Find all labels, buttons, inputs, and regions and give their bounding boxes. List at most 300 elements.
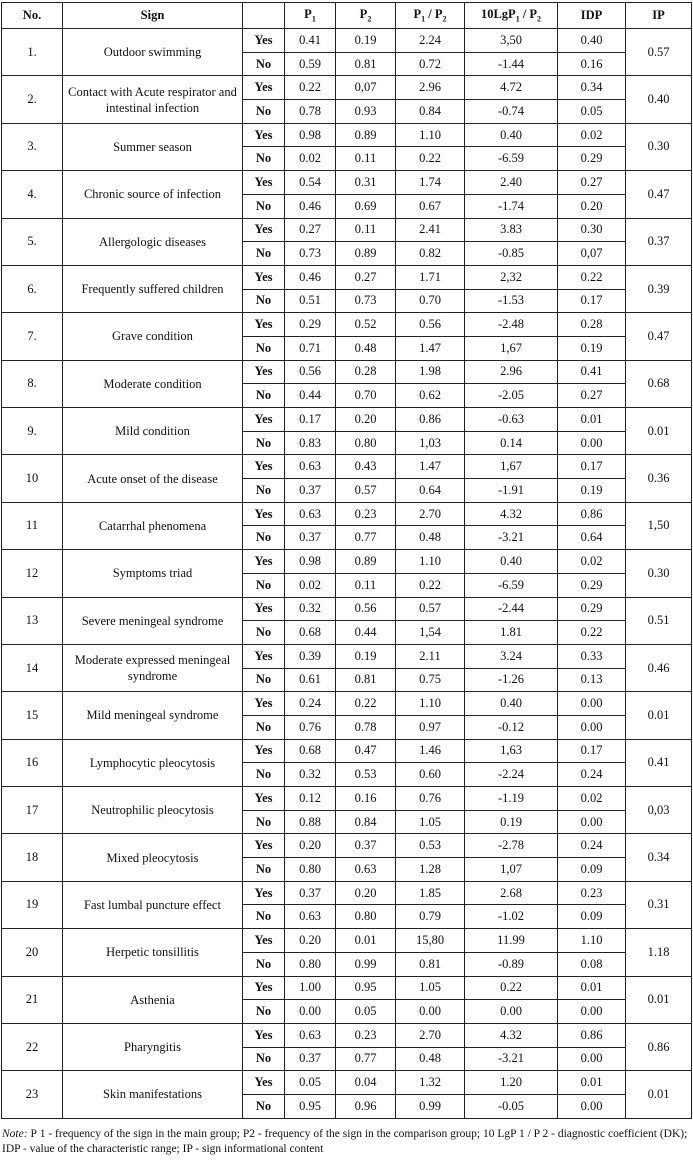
- ratio-value: 0.48: [396, 526, 465, 550]
- table-row: [2, 787, 692, 811]
- yes-no-label: Yes: [243, 360, 285, 384]
- yes-no-label: Yes: [243, 929, 285, 953]
- p1-value: 0.20: [285, 929, 336, 953]
- p1-value: 0.39: [285, 644, 336, 668]
- idp-value: 0.30: [558, 218, 626, 242]
- log-ratio-value: -1.74: [465, 194, 558, 218]
- row-number: 4.: [2, 171, 63, 218]
- idp-value: 0.02: [558, 123, 626, 147]
- log-ratio-value: -6.59: [465, 147, 558, 171]
- p1-value: 0.98: [285, 550, 336, 574]
- yes-no-label: No: [243, 952, 285, 976]
- ip-value: 0.01: [626, 1071, 692, 1118]
- p2-value: 0.89: [336, 550, 396, 574]
- table-row: [2, 265, 692, 289]
- idp-value: 0.17: [558, 289, 626, 313]
- header-no: No.: [2, 3, 63, 29]
- p2-value: 0.56: [336, 597, 396, 621]
- ip-value: 0.34: [626, 834, 692, 881]
- sign-name: Skin manifestations: [63, 1071, 243, 1118]
- yes-no-label: Yes: [243, 644, 285, 668]
- p2-value: 0.53: [336, 763, 396, 787]
- p2-value: 0.95: [336, 976, 396, 1000]
- log-ratio-value: -1.44: [465, 52, 558, 76]
- p2-value: 0.69: [336, 194, 396, 218]
- yes-no-label: Yes: [243, 76, 285, 100]
- ratio-value: 2.11: [396, 644, 465, 668]
- p2-value: 0.27: [336, 265, 396, 289]
- sign-name: Neutrophilic pleocytosis: [63, 787, 243, 834]
- idp-value: 0.29: [558, 597, 626, 621]
- idp-value: 0.09: [558, 905, 626, 929]
- ratio-value: 15,80: [396, 929, 465, 953]
- idp-value: 0,07: [558, 242, 626, 266]
- ratio-value: 0.57: [396, 597, 465, 621]
- header-yes-no: [243, 3, 285, 29]
- idp-value: 1.10: [558, 929, 626, 953]
- row-number: 23: [2, 1071, 63, 1118]
- ip-value: 0.36: [626, 455, 692, 502]
- ratio-value: 0.60: [396, 763, 465, 787]
- yes-no-label: No: [243, 1047, 285, 1071]
- yes-no-label: Yes: [243, 692, 285, 716]
- p2-value: 0.22: [336, 692, 396, 716]
- yes-no-label: Yes: [243, 739, 285, 763]
- table-row: [2, 834, 692, 858]
- p1-value: 0.46: [285, 194, 336, 218]
- yes-no-label: No: [243, 526, 285, 550]
- yes-no-label: Yes: [243, 834, 285, 858]
- log-ratio-value: 0.22: [465, 976, 558, 1000]
- table-row: [2, 502, 692, 526]
- sign-name: Fast lumbal puncture effect: [63, 881, 243, 928]
- p1-value: 0.98: [285, 123, 336, 147]
- p2-value: 0.11: [336, 218, 396, 242]
- p2-value: 0.63: [336, 858, 396, 882]
- yes-no-label: No: [243, 621, 285, 645]
- row-number: 9.: [2, 408, 63, 455]
- header-row: [2, 3, 692, 29]
- p1-value: 0.37: [285, 526, 336, 550]
- yes-no-label: No: [243, 384, 285, 408]
- table-row: [2, 360, 692, 384]
- p2-value: 0.99: [336, 952, 396, 976]
- ip-value: 0.01: [626, 692, 692, 739]
- row-number: 19: [2, 881, 63, 928]
- idp-value: 0.01: [558, 408, 626, 432]
- yes-no-label: Yes: [243, 123, 285, 147]
- sign-name: Acute onset of the disease: [63, 455, 243, 502]
- idp-value: 0.28: [558, 313, 626, 337]
- sign-name: Pharyngitis: [63, 1023, 243, 1070]
- idp-value: 0.01: [558, 1071, 626, 1095]
- log-ratio-value: -3.21: [465, 526, 558, 550]
- log-ratio-value: 1.81: [465, 621, 558, 645]
- sign-name: Frequently suffered children: [63, 265, 243, 312]
- idp-value: 0.00: [558, 692, 626, 716]
- ip-value: 0.30: [626, 123, 692, 170]
- p1-value: 0.63: [285, 1023, 336, 1047]
- ratio-value: 0.62: [396, 384, 465, 408]
- ratio-value: 0.64: [396, 479, 465, 503]
- header-ip: IP: [626, 3, 692, 29]
- row-number: 22: [2, 1023, 63, 1070]
- header-ratio: $P_1 / P_2$: [396, 3, 465, 29]
- yes-no-label: No: [243, 194, 285, 218]
- note-label: Note:: [2, 1128, 28, 1140]
- header-sign: Sign: [63, 3, 243, 29]
- idp-value: 0.29: [558, 147, 626, 171]
- log-ratio-value: -0.89: [465, 952, 558, 976]
- p1-value: 0.32: [285, 763, 336, 787]
- ratio-value: 0.76: [396, 787, 465, 811]
- p2-value: 0.70: [336, 384, 396, 408]
- table-row: [2, 597, 692, 621]
- log-ratio-value: 4.72: [465, 76, 558, 100]
- header-p2: $P_2$: [336, 3, 396, 29]
- log-ratio-value: 2.96: [465, 360, 558, 384]
- idp-value: 0.00: [558, 810, 626, 834]
- yes-no-label: No: [243, 715, 285, 739]
- sign-name: Lymphocytic pleocytosis: [63, 739, 243, 786]
- ip-value: 0.68: [626, 360, 692, 407]
- idp-value: 0.41: [558, 360, 626, 384]
- ratio-value: 2.24: [396, 29, 465, 53]
- ratio-value: 2.96: [396, 76, 465, 100]
- idp-value: 0.00: [558, 715, 626, 739]
- p1-value: 0.32: [285, 597, 336, 621]
- ratio-value: 1,03: [396, 431, 465, 455]
- p1-value: 0.95: [285, 1094, 336, 1118]
- sign-name: Mild condition: [63, 408, 243, 455]
- idp-value: 0.64: [558, 526, 626, 550]
- ratio-value: 0.84: [396, 100, 465, 124]
- log-ratio-value: -1.53: [465, 289, 558, 313]
- table-row: [2, 123, 692, 147]
- p2-value: 0.43: [336, 455, 396, 479]
- log-ratio-value: -2.48: [465, 313, 558, 337]
- row-number: 18: [2, 834, 63, 881]
- sign-name: Moderate condition: [63, 360, 243, 407]
- row-number: 6.: [2, 265, 63, 312]
- log-ratio-value: -2.05: [465, 384, 558, 408]
- log-ratio-value: -6.59: [465, 573, 558, 597]
- p1-value: 0.80: [285, 952, 336, 976]
- p1-value: 0.80: [285, 858, 336, 882]
- table-row: [2, 644, 692, 668]
- idp-value: 0.23: [558, 881, 626, 905]
- idp-value: 0.05: [558, 100, 626, 124]
- row-number: 5.: [2, 218, 63, 265]
- ip-value: 0.01: [626, 976, 692, 1023]
- p2-value: 0.89: [336, 242, 396, 266]
- ratio-value: 0.48: [396, 1047, 465, 1071]
- log-ratio-value: 0.14: [465, 431, 558, 455]
- ratio-value: 0.81: [396, 952, 465, 976]
- yes-no-label: Yes: [243, 976, 285, 1000]
- p2-value: 0.31: [336, 171, 396, 195]
- row-number: 1.: [2, 29, 63, 76]
- yes-no-label: Yes: [243, 1071, 285, 1095]
- yes-no-label: Yes: [243, 171, 285, 195]
- ratio-value: 0.82: [396, 242, 465, 266]
- row-number: 3.: [2, 123, 63, 170]
- row-number: 13: [2, 597, 63, 644]
- ratio-value: 0.79: [396, 905, 465, 929]
- ratio-value: 0.53: [396, 834, 465, 858]
- row-number: 11: [2, 502, 63, 549]
- yes-no-label: Yes: [243, 550, 285, 574]
- idp-value: 0.00: [558, 1000, 626, 1024]
- table-row: [2, 692, 692, 716]
- p2-value: 0.04: [336, 1071, 396, 1095]
- yes-no-label: Yes: [243, 218, 285, 242]
- yes-no-label: Yes: [243, 265, 285, 289]
- ratio-value: 1,54: [396, 621, 465, 645]
- p1-value: 0.63: [285, 502, 336, 526]
- yes-no-label: No: [243, 1000, 285, 1024]
- ip-value: 0.30: [626, 550, 692, 597]
- row-number: 15: [2, 692, 63, 739]
- p1-value: 0.37: [285, 881, 336, 905]
- p2-value: 0.77: [336, 526, 396, 550]
- p2-value: 0.47: [336, 739, 396, 763]
- idp-value: 0.33: [558, 644, 626, 668]
- p2-value: 0.28: [336, 360, 396, 384]
- log-ratio-value: 0.40: [465, 692, 558, 716]
- p1-value: 0.56: [285, 360, 336, 384]
- ratio-value: 1.46: [396, 739, 465, 763]
- header-log-ratio: $10LgP_1 / P_2$: [465, 3, 558, 29]
- log-ratio-value: 0.19: [465, 810, 558, 834]
- sign-name: Contact with Acute respirator and intestinal infection: [63, 76, 243, 123]
- yes-no-label: Yes: [243, 597, 285, 621]
- yes-no-label: Yes: [243, 313, 285, 337]
- p2-value: 0.81: [336, 668, 396, 692]
- idp-value: 0.24: [558, 763, 626, 787]
- idp-value: 0.00: [558, 431, 626, 455]
- sign-name: Mild meningeal syndrome: [63, 692, 243, 739]
- ratio-value: 0.22: [396, 147, 465, 171]
- ratio-value: 0.00: [396, 1000, 465, 1024]
- idp-value: 0.19: [558, 479, 626, 503]
- p1-value: 0.02: [285, 573, 336, 597]
- p1-value: 1.00: [285, 976, 336, 1000]
- ip-value: 0.40: [626, 76, 692, 123]
- ratio-value: 0.70: [396, 289, 465, 313]
- p1-value: 0.27: [285, 218, 336, 242]
- p1-value: 0.00: [285, 1000, 336, 1024]
- log-ratio-value: 2.68: [465, 881, 558, 905]
- ratio-value: 0.86: [396, 408, 465, 432]
- p2-value: 0.05: [336, 1000, 396, 1024]
- yes-no-label: No: [243, 905, 285, 929]
- log-ratio-value: 2,32: [465, 265, 558, 289]
- sign-name: Catarrhal phenomena: [63, 502, 243, 549]
- log-ratio-value: 1,63: [465, 739, 558, 763]
- yes-no-label: No: [243, 763, 285, 787]
- table-row: [2, 739, 692, 763]
- ip-value: 1,50: [626, 502, 692, 549]
- row-number: 16: [2, 739, 63, 786]
- ratio-value: 0.97: [396, 715, 465, 739]
- p1-value: 0.22: [285, 76, 336, 100]
- idp-value: 0.17: [558, 739, 626, 763]
- ip-value: 0.31: [626, 881, 692, 928]
- p1-value: 0.68: [285, 621, 336, 645]
- idp-value: 0.00: [558, 1047, 626, 1071]
- log-ratio-value: -2.24: [465, 763, 558, 787]
- sign-name: Symptoms triad: [63, 550, 243, 597]
- diagnostic-signs-table: [1, 2, 692, 1119]
- p1-value: 0.20: [285, 834, 336, 858]
- idp-value: 0.86: [558, 502, 626, 526]
- sign-name: Herpetic tonsillitis: [63, 929, 243, 976]
- row-number: 2.: [2, 76, 63, 123]
- sign-name: Asthenia: [63, 976, 243, 1023]
- p1-value: 0.12: [285, 787, 336, 811]
- p1-value: 0.44: [285, 384, 336, 408]
- table-note: [2, 1127, 690, 1157]
- idp-value: 0.22: [558, 265, 626, 289]
- yes-no-label: No: [243, 336, 285, 360]
- yes-no-label: Yes: [243, 408, 285, 432]
- table-row: [2, 455, 692, 479]
- p2-value: 0.80: [336, 905, 396, 929]
- idp-value: 0.29: [558, 573, 626, 597]
- idp-value: 0.00: [558, 1094, 626, 1118]
- idp-value: 0.20: [558, 194, 626, 218]
- ratio-value: 1.47: [396, 336, 465, 360]
- table-row: [2, 1023, 692, 1047]
- p1-value: 0.63: [285, 905, 336, 929]
- log-ratio-value: 0.40: [465, 123, 558, 147]
- idp-value: 0.13: [558, 668, 626, 692]
- p2-value: 0.16: [336, 787, 396, 811]
- log-ratio-value: -3.21: [465, 1047, 558, 1071]
- p2-value: 0.52: [336, 313, 396, 337]
- idp-value: 0.27: [558, 171, 626, 195]
- p1-value: 0.61: [285, 668, 336, 692]
- p1-value: 0.59: [285, 52, 336, 76]
- table-row: [2, 550, 692, 574]
- p1-value: 0.73: [285, 242, 336, 266]
- idp-value: 0.86: [558, 1023, 626, 1047]
- p1-value: 0.63: [285, 455, 336, 479]
- ratio-value: 0.67: [396, 194, 465, 218]
- log-ratio-value: 0.40: [465, 550, 558, 574]
- idp-value: 0.17: [558, 455, 626, 479]
- p2-value: 0.20: [336, 408, 396, 432]
- sign-name: Outdoor swimming: [63, 29, 243, 76]
- yes-no-label: Yes: [243, 1023, 285, 1047]
- yes-no-label: Yes: [243, 881, 285, 905]
- p2-value: 0.81: [336, 52, 396, 76]
- log-ratio-value: -0.85: [465, 242, 558, 266]
- table-row: [2, 929, 692, 953]
- yes-no-label: No: [243, 479, 285, 503]
- ip-value: 0.37: [626, 218, 692, 265]
- ip-value: 0.01: [626, 408, 692, 455]
- log-ratio-value: -1.02: [465, 905, 558, 929]
- ip-value: 0.47: [626, 313, 692, 360]
- idp-value: 0.22: [558, 621, 626, 645]
- idp-value: 0.40: [558, 29, 626, 53]
- p1-value: 0.17: [285, 408, 336, 432]
- log-ratio-value: 0.00: [465, 1000, 558, 1024]
- yes-no-label: No: [243, 431, 285, 455]
- ratio-value: 0.75: [396, 668, 465, 692]
- header-p1: $P_1$: [285, 3, 336, 29]
- p2-value: 0.77: [336, 1047, 396, 1071]
- ratio-value: 2.41: [396, 218, 465, 242]
- sign-name: Allergologic diseases: [63, 218, 243, 265]
- p2-value: 0.11: [336, 147, 396, 171]
- p2-value: 0.57: [336, 479, 396, 503]
- p2-value: 0.23: [336, 502, 396, 526]
- p2-value: 0.89: [336, 123, 396, 147]
- p1-value: 0.41: [285, 29, 336, 53]
- p2-value: 0.80: [336, 431, 396, 455]
- p2-value: 0.19: [336, 29, 396, 53]
- p2-value: 0.23: [336, 1023, 396, 1047]
- p1-value: 0.71: [285, 336, 336, 360]
- yes-no-label: Yes: [243, 502, 285, 526]
- idp-value: 0.01: [558, 976, 626, 1000]
- idp-value: 0.34: [558, 76, 626, 100]
- ratio-value: 0.99: [396, 1094, 465, 1118]
- idp-value: 0.02: [558, 787, 626, 811]
- log-ratio-value: 3.83: [465, 218, 558, 242]
- log-ratio-value: 3,50: [465, 29, 558, 53]
- yes-no-label: Yes: [243, 29, 285, 53]
- log-ratio-value: 1,67: [465, 455, 558, 479]
- yes-no-label: No: [243, 1094, 285, 1118]
- ip-value: 0.86: [626, 1023, 692, 1070]
- p2-value: 0.73: [336, 289, 396, 313]
- ratio-value: 1.32: [396, 1071, 465, 1095]
- ip-value: 0.51: [626, 597, 692, 644]
- p1-value: 0.05: [285, 1071, 336, 1095]
- log-ratio-value: 4.32: [465, 1023, 558, 1047]
- ratio-value: 1.05: [396, 810, 465, 834]
- p2-value: 0.84: [336, 810, 396, 834]
- row-number: 8.: [2, 360, 63, 407]
- log-ratio-value: -0.63: [465, 408, 558, 432]
- p2-value: 0.19: [336, 644, 396, 668]
- p2-value: 0.48: [336, 336, 396, 360]
- ratio-value: 2.70: [396, 1023, 465, 1047]
- log-ratio-value: 11.99: [465, 929, 558, 953]
- idp-value: 0.16: [558, 52, 626, 76]
- yes-no-label: No: [243, 242, 285, 266]
- p2-value: 0.93: [336, 100, 396, 124]
- sign-name: Mixed pleocytosis: [63, 834, 243, 881]
- ip-value: 0.39: [626, 265, 692, 312]
- p2-value: 0.11: [336, 573, 396, 597]
- ratio-value: 1.98: [396, 360, 465, 384]
- p1-value: 0.37: [285, 1047, 336, 1071]
- table-row: [2, 218, 692, 242]
- ratio-value: 0.56: [396, 313, 465, 337]
- idp-value: 0.24: [558, 834, 626, 858]
- log-ratio-value: -0.12: [465, 715, 558, 739]
- log-ratio-value: 1,07: [465, 858, 558, 882]
- p1-value: 0.24: [285, 692, 336, 716]
- ratio-value: 1.28: [396, 858, 465, 882]
- log-ratio-value: -1.91: [465, 479, 558, 503]
- table-row: [2, 313, 692, 337]
